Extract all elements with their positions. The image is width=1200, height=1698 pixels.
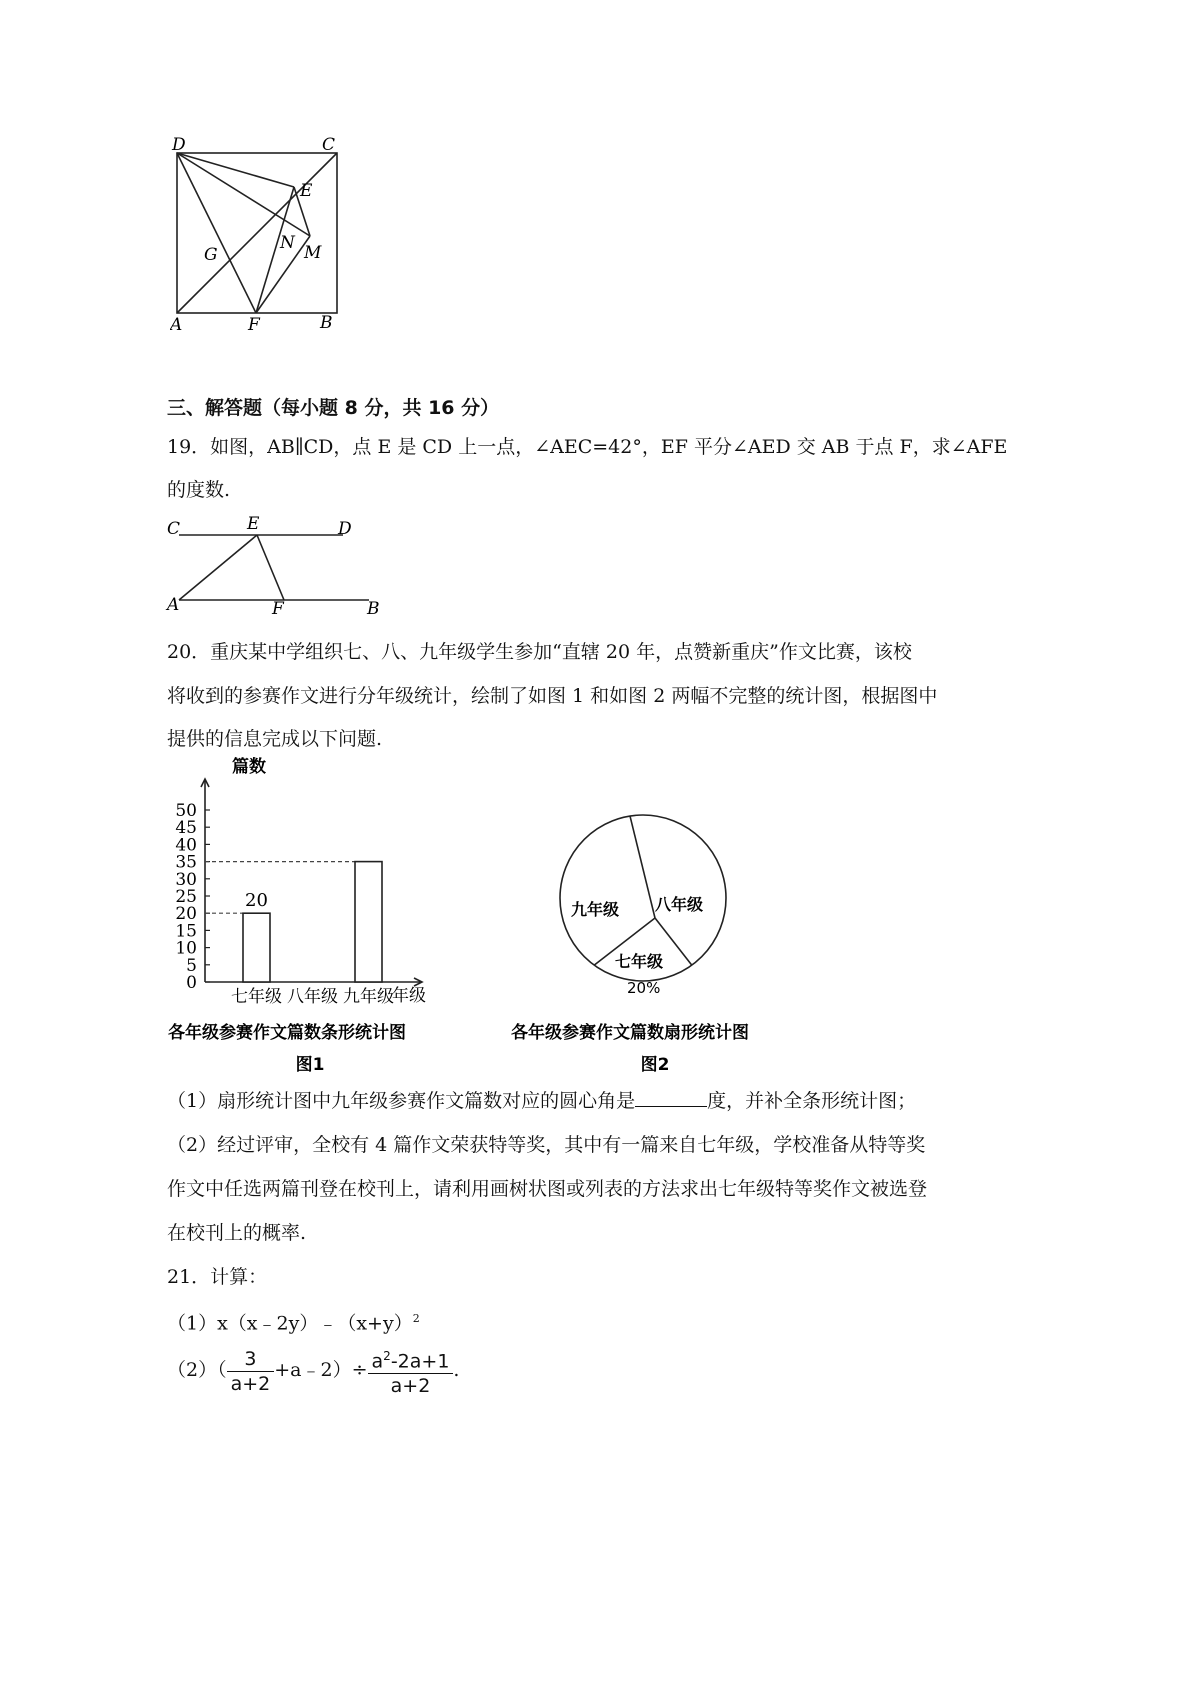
label-b: B — [320, 313, 333, 333]
pie-label-grade8: 八年级 — [655, 895, 704, 914]
q20-line2: 将收到的参赛作文进行分年级统计，绘制了如图 1 和如图 2 两幅不完整的统计图，根据图中 — [167, 685, 938, 707]
label-b2: B — [367, 599, 380, 619]
pie-chart — [505, 775, 805, 1080]
y-tick-label: 10 — [175, 938, 197, 959]
y-tick-label: 20 — [175, 904, 197, 925]
y-tick-label: 15 — [175, 921, 197, 942]
label-f: F — [248, 315, 260, 335]
fraction-1-numerator: 3 — [227, 1347, 275, 1372]
q19-line2: 的度数. — [167, 479, 231, 501]
fraction-1-denominator: a+2 — [230, 1372, 271, 1395]
fraction-2 — [368, 1344, 454, 1398]
q20-part1-b: 度，并补全条形统计图； — [707, 1090, 917, 1112]
bar-chart — [160, 755, 460, 1080]
q20-part1-a: （1）扇形统计图中九年级参赛作文篇数对应的圆心角是 — [167, 1090, 636, 1112]
q20-part2-line1: （2）经过评审，全校有 4 篇作文荣获特等奖，其中有一篇来自七年级，学校准备从特等奖 — [167, 1134, 926, 1156]
q21-part1 — [167, 1306, 420, 1336]
label-n: N — [280, 233, 295, 253]
q21-part1-exponent: 2 — [412, 1312, 420, 1325]
label-f2: F — [272, 599, 284, 619]
category-label: 七年级 — [231, 987, 282, 1007]
fraction-2-num-a: a — [371, 1350, 384, 1373]
bar-data-label: 20 — [245, 890, 268, 912]
pie-divider-8-9 — [630, 816, 655, 918]
q21-part2-end: . — [453, 1359, 460, 1381]
q20-part1 — [167, 1088, 916, 1114]
pie-label-grade7: 七年级 — [615, 952, 664, 971]
q21-part2-prefix: （2）（ — [167, 1359, 227, 1381]
fraction-1 — [227, 1347, 275, 1396]
label-d2: D — [338, 519, 352, 539]
label-g: G — [204, 245, 218, 265]
category-label: 九年级 — [343, 987, 394, 1007]
q19-line1: 19．如图，AB∥CD，点 E 是 CD 上一点，∠AEC=42°，EF 平分∠AED 交 AB 于点 F，求∠AFE — [167, 436, 1008, 458]
label-m: M — [304, 243, 322, 263]
square-figure — [170, 130, 370, 355]
q20-line1: 20．重庆某中学组织七、八、九年级学生参加“直辖 20 年，点赞新重庆”作文比赛，该校 — [167, 641, 912, 663]
fraction-2-denominator: a+2 — [390, 1375, 431, 1398]
fig1-label: 图1 — [295, 1055, 325, 1075]
label-e2: E — [247, 514, 260, 534]
y-tick-label: 35 — [175, 852, 197, 873]
fraction-2-numerator — [368, 1344, 454, 1374]
bar-九年级 — [355, 862, 382, 982]
segment-de — [177, 153, 294, 187]
category-label: 八年级 — [287, 987, 338, 1007]
x-axis-label: 年级 — [392, 986, 426, 1006]
pie-chart-title: 各年级参赛作文篇数扇形统计图 — [511, 1023, 749, 1043]
fraction-2-num-exponent: 2 — [383, 1348, 391, 1363]
y-tick-label: 50 — [175, 801, 197, 821]
label-a: A — [170, 315, 183, 335]
pie-label-grade9: 九年级 — [571, 900, 620, 919]
y-tick-label: 5 — [186, 955, 197, 976]
segment-ae — [179, 535, 257, 600]
y-tick-label: 40 — [175, 835, 197, 856]
q21-title: 21．计算： — [167, 1266, 268, 1288]
label-d: D — [172, 135, 186, 155]
answer-blank[interactable] — [635, 1088, 707, 1107]
label-e: E — [300, 181, 313, 201]
parallel-lines-figure — [165, 512, 390, 620]
q21-part2 — [167, 1343, 459, 1398]
y-tick-label: 45 — [175, 818, 197, 839]
fraction-2-num-b: -2a+1 — [390, 1350, 450, 1373]
bar-chart-title: 各年级参赛作文篇数条形统计图 — [168, 1023, 406, 1043]
segment-ef — [257, 535, 284, 600]
q20-line3: 提供的信息完成以下问题. — [167, 728, 383, 750]
y-tick-label: 25 — [175, 887, 197, 907]
q20-part2-line2: 作文中任选两篇刊登在校刊上，请利用画树状图或列表的方法求出七年级特等奖作文被选登 — [167, 1178, 928, 1200]
label-a2: A — [167, 595, 180, 615]
y-tick-label: 30 — [175, 869, 197, 890]
y-tick-label: 0 — [186, 973, 197, 993]
y-axis-label: 篇数 — [232, 757, 266, 777]
bar-七年级 — [243, 913, 270, 982]
label-c2: C — [167, 519, 181, 539]
label-c: C — [322, 135, 336, 155]
section-heading: 三、解答题（每小题 8 分，共 16 分） — [167, 397, 500, 419]
q21-part2-middle: +a﹣2）÷ — [274, 1359, 368, 1381]
fig2-label: 图2 — [640, 1055, 670, 1075]
pie-percent-grade7: 20% — [627, 979, 661, 997]
q21-part1-expr: （1）x（x﹣2y）﹣（x+y） — [167, 1312, 413, 1335]
q20-part2-line3: 在校刊上的概率. — [167, 1222, 307, 1244]
